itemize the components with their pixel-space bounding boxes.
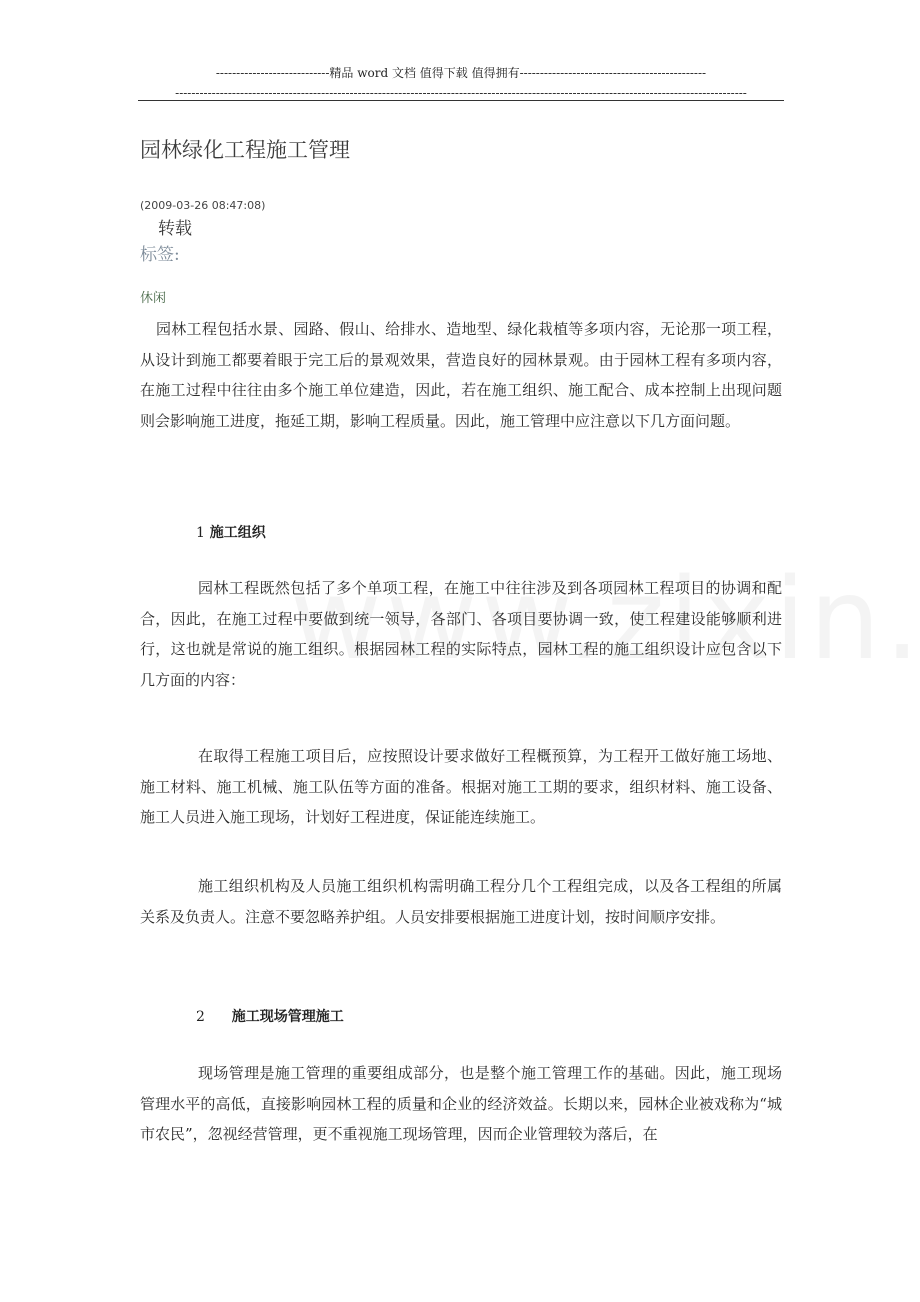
article-title: 园林绿化工程施工管理 (140, 138, 350, 162)
section1-number: 1 (196, 525, 205, 541)
section2-number: 2 (196, 1009, 205, 1025)
tag-label: 标签: (140, 245, 180, 265)
section1-paragraph-1 (140, 573, 782, 695)
intro-text: 园林工程包括水景、园路、假山、给排水、造地型、绿化栽植等多项内容，无论那一项工程，从设计到施工都要着眼于完工后的景观效果，营造良好的园林景观。由于园林工程有多项内容，在施工过程中往往由多个施工单位建造，因此，若在施工组织、施工配合、成本控制上出现问题则会影响施工进度，拖延工期，影响工程质量。因此，施工管理中应注意以下几方面问题。 (140, 320, 782, 430)
repost-label: 转载 (158, 219, 192, 239)
section2-p1-text: 现场管理是施工管理的重要组成部分，也是整个施工管理工作的基础。因此，施工现场管理水平的高低，直接影响园林工程的质量和企业的经济效益。长期以来，园林企业被戏称为“城市农民”，忽视经营管理，更不重视施工现场管理，因而企业管理较为落后，在 (140, 1064, 782, 1143)
intro-paragraph (140, 314, 782, 436)
header-banner-text: ----------------------------精品 word 文档 值得下载 值得拥有---------------------------------------------- (215, 66, 707, 80)
page-header (138, 64, 784, 100)
section2-paragraph-1 (140, 1058, 782, 1150)
section1-paragraph-2 (140, 741, 782, 833)
article-date: (2009-03-26 08:47:08) (140, 199, 266, 212)
section1-title: 施工组织 (209, 525, 266, 541)
section1-heading (196, 523, 266, 543)
header-rule (138, 100, 784, 101)
section1-p2-text: 在取得工程施工项目后，应按照设计要求做好工程概预算，为工程开工做好施工场地、施工材料、施工机械、施工队伍等方面的准备。根据对施工工期的要求，组织材料、施工设备、施工人员进入施工现场，计划好工程进度，保证能连续施工。 (140, 747, 782, 826)
section2-title: 施工现场管理施工 (231, 1009, 344, 1025)
section1-paragraph-3 (140, 871, 782, 932)
section1-p1-text: 园林工程既然包括了多个单项工程，在施工中往往涉及到各项园林工程项目的协调和配合，因此，在施工过程中要做到统一领导，各部门、各项目要协调一致，使工程建设能够顺利进行，这也就是常说的施工组织。根据园林工程的实际特点，园林工程的施工组织设计应包含以下几方面的内容： (140, 579, 782, 689)
tag-value: 休闲 (140, 291, 167, 306)
section2-heading (196, 1007, 344, 1027)
section1-p3-text: 施工组织机构及人员施工组织机构需明确工程分几个工程组完成，以及各工程组的所属关系及负责人。注意不要忽略养护组。人员安排要根据施工进度计划，按时间顺序安排。 (140, 877, 782, 926)
header-dashes: --------------------------------------------------------------------------------------------------------------------------------------------- (175, 86, 747, 100)
